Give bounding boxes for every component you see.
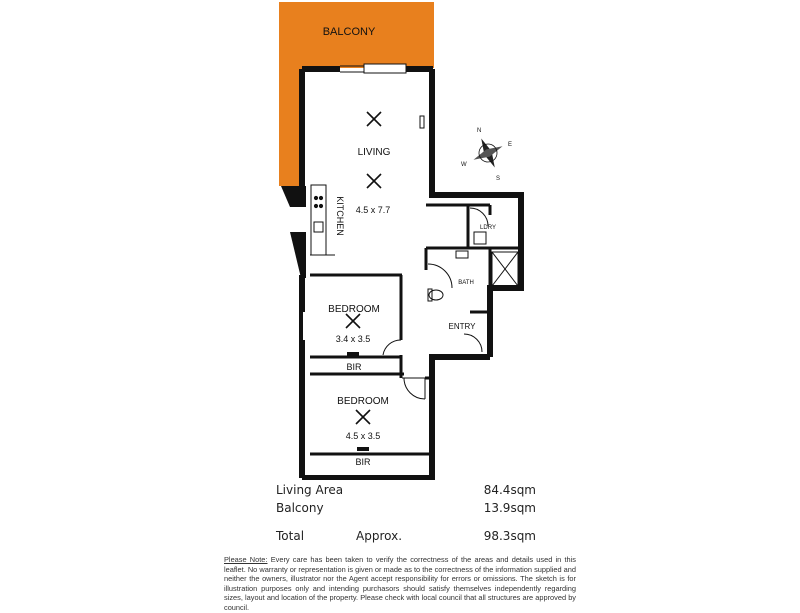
balcony-area-value: 13.9sqm bbox=[483, 501, 536, 515]
bedroom2-size: 4.5 x 3.5 bbox=[345, 431, 381, 441]
compass-s: S bbox=[496, 176, 501, 182]
disclaimer-title: Please Note: bbox=[224, 555, 268, 564]
bedroom2-vent bbox=[357, 447, 369, 451]
total-area-row bbox=[276, 529, 536, 547]
living-switch bbox=[420, 116, 424, 128]
living-fan-bottom bbox=[367, 174, 381, 188]
living-area-value: 84.4sqm bbox=[483, 483, 536, 497]
living-label: LIVING bbox=[357, 147, 391, 158]
bedroom1-door-swing bbox=[383, 340, 401, 355]
balcony-area-label: Balcony bbox=[276, 501, 324, 515]
balcony-label: BALCONY bbox=[322, 26, 376, 38]
bir1-label: BIR bbox=[346, 362, 362, 372]
disclaimer-note bbox=[224, 555, 576, 613]
compass-icon bbox=[467, 132, 513, 175]
disclaimer-body: Every care has been taken to verify the correctness of the areas and details used in this leaflet. No warranty or representation is given or made as to the correctness of the information supplied and neither the owners, illustrator nor the Agent accept responsibility for errors or omissions. The sketch is for illustration purposes only and intending purchasors should satisfy themselves independently regarding sizes, layout and location of the property. Please check with local council that all structures are approved by council. bbox=[224, 555, 576, 612]
balcony-area-row bbox=[276, 501, 536, 519]
bedroom1-size: 3.4 x 3.5 bbox=[335, 334, 371, 344]
living-area-row bbox=[276, 483, 536, 501]
bath-fixtures bbox=[428, 251, 518, 301]
total-area-value: 98.3sqm bbox=[483, 529, 536, 543]
bath-label: BATH bbox=[458, 280, 474, 286]
laundry-label: LDRY bbox=[480, 225, 496, 231]
left-wall-angle-bottom bbox=[290, 232, 306, 278]
bedroom1-label: BEDROOM bbox=[328, 304, 380, 315]
entry-door-swing bbox=[464, 334, 482, 352]
living-size: 4.5 x 7.7 bbox=[355, 205, 391, 215]
compass-w: W bbox=[461, 162, 467, 168]
living-area-label: Living Area bbox=[276, 483, 344, 497]
bedroom2-door-swing bbox=[404, 378, 425, 399]
bedroom1-vent bbox=[347, 352, 359, 356]
kitchen-bench bbox=[310, 185, 335, 255]
living-fan-top bbox=[367, 112, 381, 126]
total-area-label: Total bbox=[276, 529, 305, 543]
entry-label: ENTRY bbox=[448, 322, 476, 331]
compass-n: N bbox=[477, 128, 482, 134]
kitchen-label: KITCHEN bbox=[335, 196, 345, 236]
total-approx-label: Approx. bbox=[356, 529, 403, 543]
bir2-label: BIR bbox=[355, 457, 371, 467]
left-wall-angle-top bbox=[281, 186, 306, 207]
area-summary bbox=[276, 483, 536, 547]
bedroom2-label: BEDROOM bbox=[337, 396, 389, 407]
compass-e: E bbox=[508, 142, 513, 148]
bedroom1-fan bbox=[346, 314, 360, 328]
bedroom2-fan bbox=[356, 410, 370, 424]
